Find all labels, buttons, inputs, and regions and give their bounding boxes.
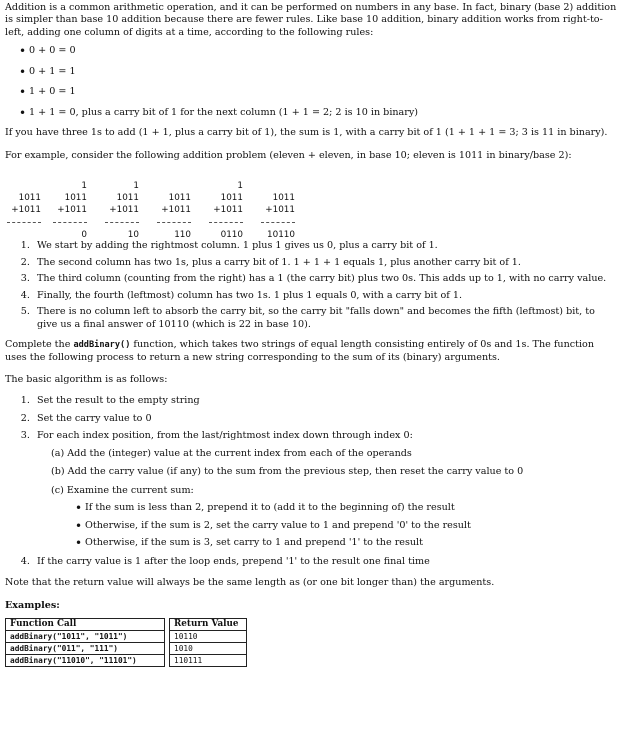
top-operand: 1011: [64, 193, 87, 204]
table-row: [6, 631, 247, 643]
document-page: [5, 2, 617, 667]
rule-item: • 1 + 1 = 0, plus a carry bit of 1 for the next column (1 + 1 = 2; 2 is 10 in binary): [19, 107, 617, 119]
table-row: [6, 643, 247, 655]
partial-result: 10110: [267, 230, 295, 241]
partial-result: 10: [127, 230, 139, 241]
sum-cases-list: [51, 502, 617, 549]
algorithm-intro: The basic algorithm is as follows:: [5, 373, 168, 385]
sum-divider: [105, 216, 139, 223]
return-value-cell: 110111: [170, 655, 247, 667]
task-text-post: function, which takes two strings of equal length consisting entirely of 0s and 1s. The function uses the following process to return a new string corresponding to the sum of its (binary) arguments.: [5, 339, 595, 363]
algorithm-substep: (a) Add the (integer) value at the current index from each of the operands: [51, 447, 412, 459]
sum-divider: [209, 216, 243, 223]
explanation-step: 2. The second column has two 1s, plus a carry bit of 1. 1 + 1 + 1 equals 1, plus another carry bit of 1.: [33, 257, 617, 269]
sum-divider: [261, 216, 295, 223]
partial-result: 0110: [220, 230, 243, 241]
explanation-step: 4. Finally, the fourth (leftmost) column has two 1s. 1 plus 1 equals 0, with a carry bit of 1.: [33, 290, 617, 302]
top-operand: 1011: [220, 193, 243, 204]
algorithm-substep-text: (c) Examine the current sum:: [51, 484, 194, 496]
column-header: Function Call: [6, 619, 165, 631]
bottom-operand: +1011: [57, 205, 87, 216]
sum-divider: [53, 216, 87, 223]
function-name: addBinary(): [73, 340, 131, 351]
rule-item: • 0 + 0 = 0: [19, 45, 617, 57]
table-header-row: [6, 619, 247, 631]
addition-stage: [151, 180, 191, 241]
task-paragraph: [5, 339, 617, 364]
explanation-steps: [5, 240, 617, 331]
intro-paragraph: Addition is a common arithmetic operation, and it can be performed on numbers in any base. In fact, binary (base 2) addition is simpler than base 10 addition because there are fewer rules. Like base 10 addition, binary addition works from right-to-left, adding one column of digits at a time, according to the following rules:: [5, 2, 617, 38]
sum-case: • Otherwise, if the sum is 2, set the carry value to 1 and prepend '0' to the result: [75, 520, 617, 532]
addition-stage: [47, 180, 87, 241]
sum-case: • If the sum is less than 2, prepend it to (add it to the beginning of) the result: [75, 502, 617, 514]
explanation-step: 1. We start by adding the rightmost column. 1 plus 1 gives us 0, plus a carry bit of 1.: [33, 240, 617, 252]
note-paragraph: Note that the return value will always be the same length as (or one bit longer than) the arguments.: [5, 577, 495, 589]
carry-digit: [1, 180, 41, 192]
bottom-operand: +1011: [265, 205, 295, 216]
partial-result: 0: [81, 230, 87, 241]
return-value-cell: 1010: [170, 643, 247, 655]
rules-list: [5, 45, 617, 119]
table-row: [6, 655, 247, 667]
algorithm-substeps: [37, 448, 617, 550]
carry-digit: [255, 180, 295, 192]
carry-digit: 1: [133, 181, 139, 192]
addition-stage: [1, 180, 41, 241]
carry-digit: 1: [237, 181, 243, 192]
explanation-step: 3. The third column (counting from the right) has a 1 (the carry bit) plus two 0s. This adds up to 1, with no carry value.: [33, 273, 617, 285]
algorithm-step: 4. If the carry value is 1 after the loop ends, prepend '1' to the result one final time: [33, 556, 617, 568]
carry-digit: 1: [81, 181, 87, 192]
examples-heading: Examples:: [5, 599, 60, 611]
return-value-cell: 10110: [170, 631, 247, 643]
bottom-operand: +1011: [109, 205, 139, 216]
explanation-step: 5. There is no column left to absorb the carry bit, so the carry bit "falls down" and becomes the fifth (leftmost) bit, to give us a final answer of 10110 (which is 22 in base 10).: [33, 306, 617, 331]
sum-divider: [7, 216, 41, 223]
algorithm-steps: [5, 395, 617, 568]
addition-stage: [255, 180, 295, 241]
algorithm-step: [33, 430, 617, 549]
top-operand: 1011: [116, 193, 139, 204]
rule-item: • 0 + 1 = 1: [19, 66, 617, 78]
three-ones-paragraph: If you have three 1s to add (1 + 1, plus a carry bit of 1), the sum is 1, with a carry bit of 1 (1 + 1 + 1 = 3; 3 is 11 in binary).: [5, 127, 608, 139]
algorithm-substep: [51, 485, 617, 550]
top-operand: 1011: [168, 193, 191, 204]
addition-stage: [203, 180, 243, 241]
bottom-operand: +1011: [161, 205, 191, 216]
column-header: Return Value: [170, 619, 247, 631]
top-operand: 1011: [272, 193, 295, 204]
task-text-pre: Complete the: [5, 339, 74, 351]
bottom-operand: +1011: [213, 205, 243, 216]
addition-stage: [99, 180, 139, 241]
sum-divider: [157, 216, 191, 223]
top-operand: 1011: [18, 193, 41, 204]
carry-digit: [151, 180, 191, 192]
bottom-operand: +1011: [11, 205, 41, 216]
rule-item: • 1 + 0 = 1: [19, 86, 617, 98]
algorithm-step-text: For each index position, from the last/rightmost index down through index 0:: [37, 430, 413, 442]
algorithm-step: 1. Set the result to the empty string: [33, 395, 617, 407]
example-intro-paragraph: For example, consider the following addition problem (eleven + eleven, in base 10; eleven is 1011 in binary/base 2):: [5, 149, 572, 161]
function-call-cell: addBinary("1011", "1011"): [6, 631, 165, 643]
function-call-cell: addBinary("11010", "11101"): [6, 655, 165, 667]
sum-case: • Otherwise, if the sum is 3, set carry to 1 and prepend '1' to the result: [75, 537, 617, 549]
addition-steps-figure: [5, 180, 617, 241]
partial-result: 110: [174, 230, 191, 241]
examples-table: [5, 618, 247, 667]
algorithm-substep: (b) Add the carry value (if any) to the sum from the previous step, then reset the carry value to 0: [51, 466, 524, 478]
partial-result: [1, 229, 41, 241]
algorithm-step: 2. Set the carry value to 0: [33, 413, 617, 425]
function-call-cell: addBinary("011", "111"): [6, 643, 165, 655]
